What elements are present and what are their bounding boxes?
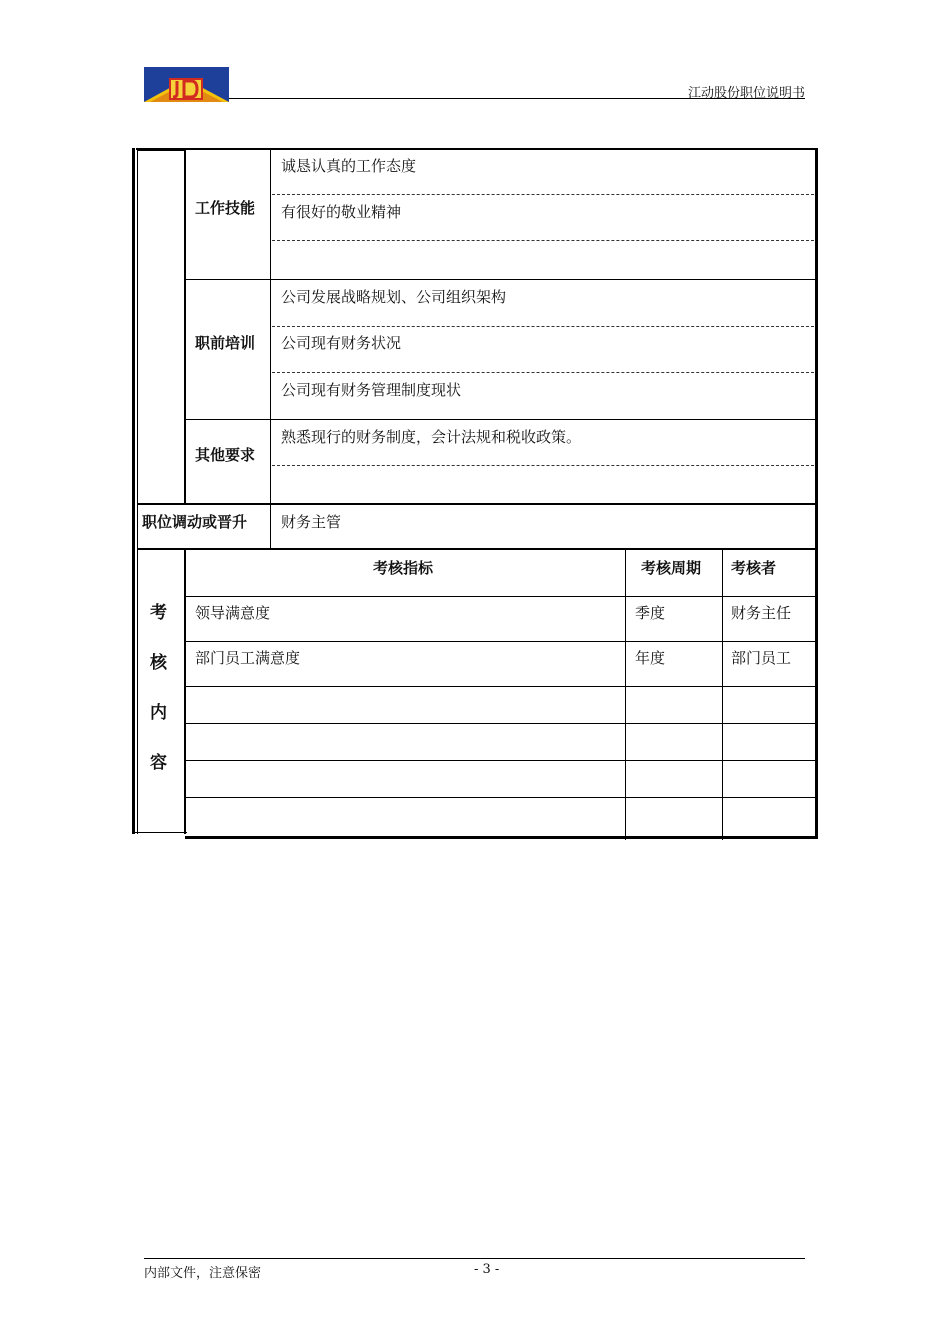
assessment-side-char: 考 [150, 603, 167, 623]
training-item: 公司发展战略规划、公司组织架构 [281, 288, 507, 306]
confidential-note: 内部文件，注意保密 [144, 1266, 262, 1281]
header-assessor: 考核者 [731, 559, 777, 577]
assessor-cell: 财务主任 [731, 604, 792, 622]
training-item: 公司现有财务管理制度现状 [281, 381, 462, 399]
skill-item: 有很好的敬业精神 [281, 203, 402, 221]
company-logo [144, 67, 229, 102]
period-cell: 年度 [635, 649, 666, 667]
promotion-value: 财务主管 [281, 513, 342, 531]
period-cell: 季度 [635, 604, 666, 622]
assessor-cell: 部门员工 [731, 649, 792, 667]
training-item: 公司现有财务状况 [281, 334, 402, 352]
other-item: 熟悉现行的财务制度，会计法规和税收政策。 [281, 428, 582, 446]
label-promotion: 职位调动或晋升 [142, 513, 248, 531]
header-indicator: 考核指标 [373, 559, 434, 577]
label-work-skills: 工作技能 [195, 199, 256, 217]
label-pre-training: 职前培训 [195, 334, 256, 352]
assessment-side-char: 容 [150, 753, 167, 773]
indicator-cell: 领导满意度 [195, 604, 271, 622]
document-title: 江动股份职位说明书 [687, 86, 805, 101]
skill-item: 诚恳认真的工作态度 [281, 157, 417, 175]
page-number: - 3 - [474, 1262, 500, 1277]
assessment-side-char: 内 [150, 703, 167, 723]
header-period: 考核周期 [641, 559, 702, 577]
label-other-requirements: 其他要求 [195, 446, 256, 464]
footer-rule [144, 1258, 805, 1259]
assessment-side-char: 核 [150, 653, 167, 673]
indicator-cell: 部门员工满意度 [195, 649, 301, 667]
